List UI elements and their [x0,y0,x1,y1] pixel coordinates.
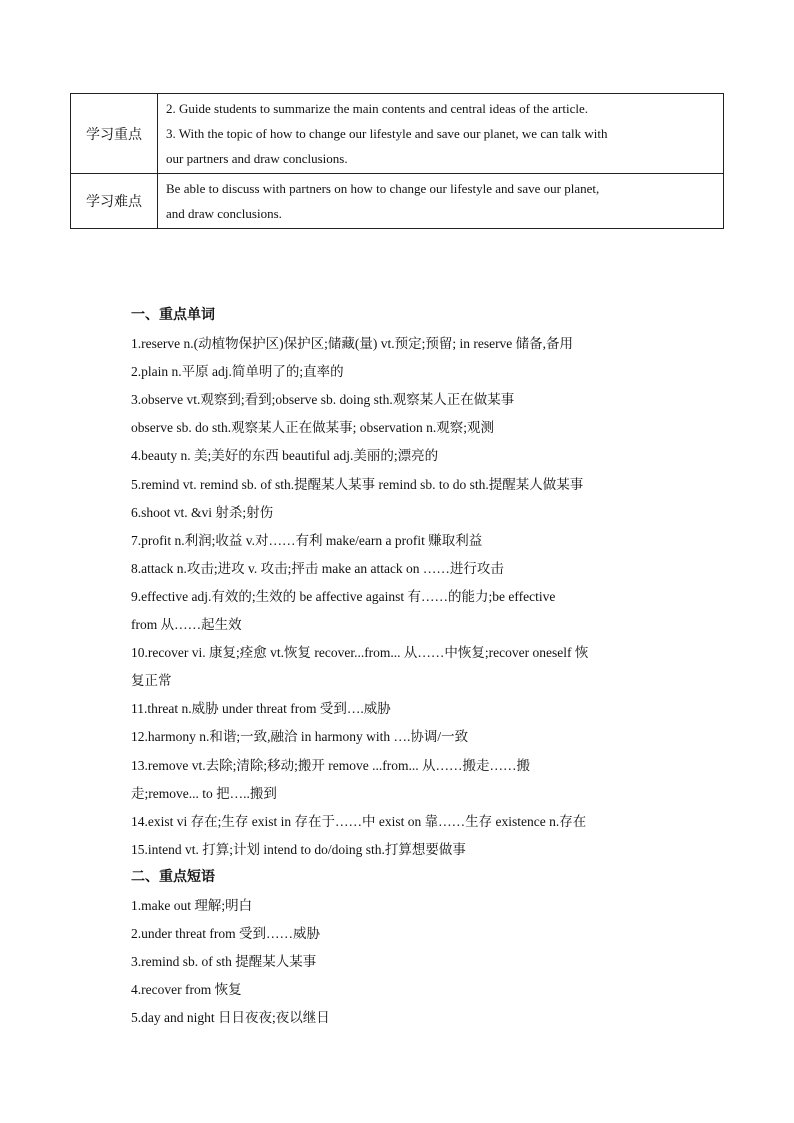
word-entry: 6.shoot vt. &vi 射杀;射伤 [131,504,274,520]
word-entry: 复正常 [131,673,172,689]
difficult-points-label: 学习难点 [71,174,158,229]
learning-goals-table [70,93,724,229]
word-entry: 12.harmony n.和谐;一致,融洽 in harmony with ….协调/一致 [131,729,469,745]
word-entry: 3.observe vt.观察到;看到;observe sb. doing sth.观察某人正在做某事 [131,392,515,408]
key-points-content [158,94,724,174]
phrase-entry: 4.recover from 恢复 [131,982,242,998]
key-points-label: 学习重点 [71,94,158,174]
word-entry: 14.exist vi 存在;生存 exist in 存在于……中 exist on 靠……生存 existence n.存在 [131,813,587,829]
word-entry: 7.profit n.利润;收益 v.对……有利 make/earn a profit 赚取利益 [131,532,483,548]
difficult-points-line: and draw conclusions. [166,206,282,221]
word-entry: 8.attack n.攻击;进攻 v. 攻击;抨击 make an attack on ……进行攻击 [131,560,504,576]
word-entry: 2.plain n.平原 adj.简单明了的;直率的 [131,364,344,380]
word-entry: 11.threat n.威胁 under threat from 受到….威胁 [131,701,391,717]
key-points-line: 2. Guide students to summarize the main contents and central ideas of the article. [166,101,589,116]
word-entry: 4.beauty n. 美;美好的东西 beautiful adj.美丽的;漂亮的 [131,448,439,464]
key-points-line: 3. With the topic of how to change our lifestyle and save our planet, we can talk with [166,126,608,141]
word-entry: 5.remind vt. remind sb. of sth.提醒某人某事 remind sb. to do sth.提醒某人做某事 [131,476,584,492]
phrase-entry: 2.under threat from 受到……威胁 [131,926,320,942]
section-heading-key-words: 一、重点单词 [131,308,215,323]
word-entry: 15.intend vt. 打算;计划 intend to do/doing sth.打算想要做事 [131,841,466,857]
phrase-entry: 5.day and night 日日夜夜;夜以继日 [131,1010,330,1026]
phrase-entry: 3.remind sb. of sth 提醒某人某事 [131,954,317,970]
word-entry: 1.reserve n.(动植物保护区)保护区;储藏(量) vt.预定;预留; in reserve 储备,备用 [131,336,574,352]
word-entry: 9.effective adj.有效的;生效的 be affective against 有……的能力;be effective [131,588,556,604]
table-row-key-points [71,94,724,174]
table-row-difficult-points [71,174,724,229]
difficult-points-content [158,174,724,229]
word-entry: 走;remove... to 把…..搬到 [131,785,277,801]
section-heading-key-phrases: 二、重点短语 [131,869,215,885]
difficult-points-line: Be able to discuss with partners on how to change our lifestyle and save our planet, [166,181,600,196]
vocabulary-notes [131,302,671,1032]
word-entry: from 从……起生效 [131,617,242,633]
phrase-entry: 1.make out 理解;明白 [131,897,253,913]
word-entry: 10.recover vi. 康复;痊愈 vt.恢复 recover...from... 从……中恢复;recover oneself 恢 [131,645,589,661]
key-points-line: our partners and draw conclusions. [166,151,348,166]
word-entry: 13.remove vt.去除;清除;移动;搬开 remove ...from... 从……搬走……搬 [131,757,530,773]
word-entry: observe sb. do sth.观察某人正在做某事; observation n.观察;观测 [131,420,494,436]
